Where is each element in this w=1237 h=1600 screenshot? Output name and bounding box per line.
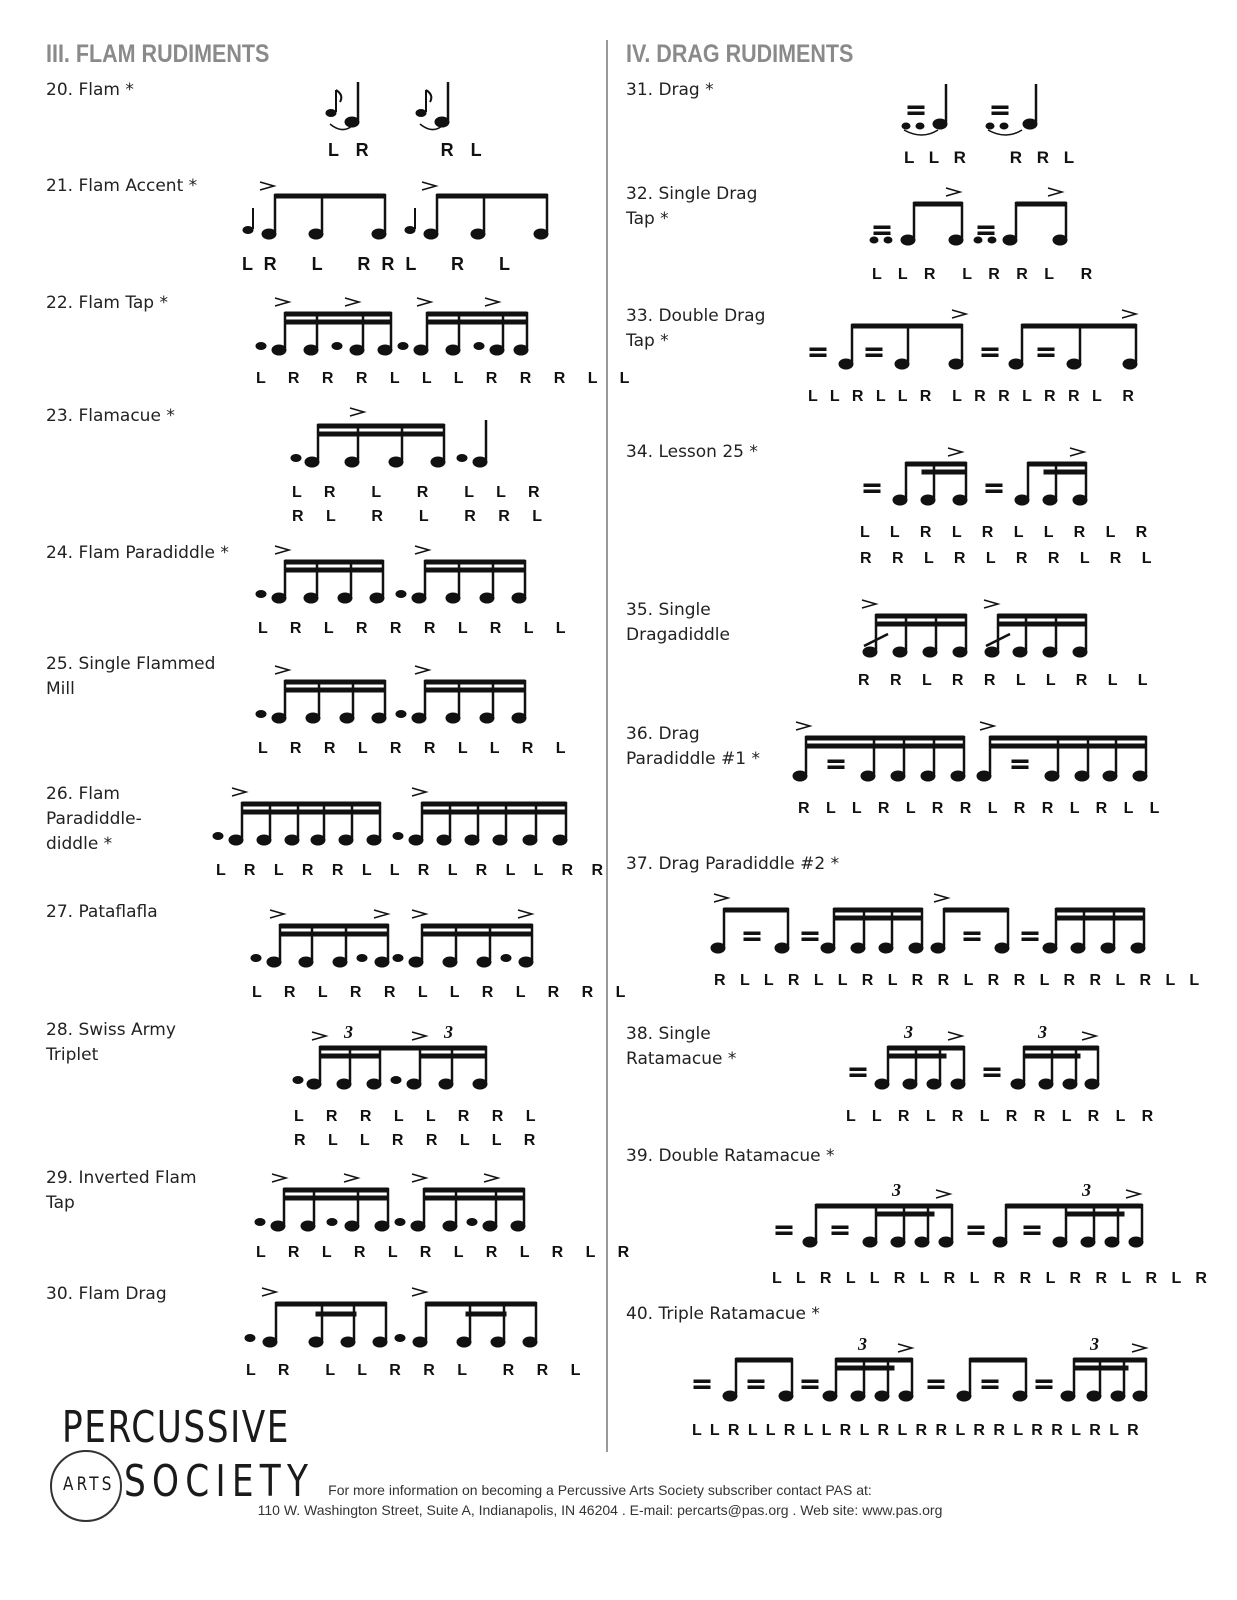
rudiment-33-sticking: L L R L L R L R R L R R L R: [808, 388, 1138, 405]
rudiment-25-sticking: L R R L R R L L R L: [258, 740, 575, 757]
rudiment-37-notation: [712, 892, 1148, 958]
rudiment-21-label: 21. Flam Accent *: [46, 176, 198, 196]
rudiment-29-notation: [252, 1172, 542, 1236]
drag-rudiments-heading: IV. DRAG RUDIMENTS: [626, 40, 854, 68]
logo-society: SOCIETY: [124, 1456, 315, 1507]
tuplet-3-g: 3: [858, 1334, 867, 1354]
tuplet-3-a: 3: [344, 1022, 353, 1042]
rudiment-32-label: 32. Single Drag Tap *: [626, 184, 758, 229]
rudiment-28-label: 28. Swiss Army Triplet: [46, 1020, 176, 1065]
rudiment-28-notation: [292, 1022, 492, 1096]
rudiment-27-sticking: L R L R R L L R L R R L: [252, 984, 635, 1001]
rudiment-31-label: 31. Drag *: [626, 80, 714, 100]
rudiment-35-label: 35. Single Dragadiddle: [626, 600, 730, 645]
rudiment-29-label: 29. Inverted Flam Tap: [46, 1168, 197, 1213]
rudiment-40-label: 40. Triple Ratamacue *: [626, 1304, 820, 1324]
rudiment-31-sticking: L L R R R L: [904, 148, 1080, 167]
tuplet-3-c: 3: [904, 1022, 913, 1042]
tuplet-3-e: 3: [892, 1180, 901, 1200]
rudiment-21-sticking: L R L R R L R L: [242, 254, 514, 274]
rudiment-23-sticking-2: R L R L R R L: [292, 508, 551, 525]
rudiment-34-notation: [858, 446, 1098, 512]
rudiment-24-sticking: L R L R R R L R L L: [258, 620, 575, 637]
tuplet-3-b: 3: [444, 1022, 453, 1042]
rudiment-38-label: 38. Single Ratamacue *: [626, 1024, 737, 1069]
rudiment-25-label: 25. Single Flammed Mill: [46, 654, 216, 699]
rudiment-23-notation: [290, 406, 500, 476]
rudiment-29-sticking: L R L R L R L R L R L R: [256, 1244, 639, 1261]
rudiment-22-sticking: L R R R L L L R R R L L: [256, 370, 639, 387]
rudiment-22-label: 22. Flam Tap *: [46, 293, 169, 313]
logo-arts: ARTS: [63, 1473, 115, 1495]
column-divider: [606, 40, 608, 1452]
rudiment-39-notation: [770, 1180, 1150, 1254]
rudiment-28-sticking-1: L R R L L R R L: [294, 1108, 545, 1125]
rudiment-35-sticking: R R L R R L L R L L: [858, 672, 1156, 689]
rudiment-34-sticking-1: L L R L R L L R L R: [860, 524, 1156, 541]
rudiment-30-notation: [242, 1286, 542, 1352]
rudiment-22-notation: [255, 296, 535, 360]
rudiment-30-sticking: L R L L R R L R R L: [246, 1362, 590, 1379]
rudiment-32-sticking: L L R L R R L R: [872, 266, 1099, 283]
rudiment-21-notation: [240, 178, 550, 248]
rudiment-35-notation: [858, 598, 1098, 662]
rudiment-40-sticking: L L R L L R L L R L R L R R L R R L R R L R L R: [692, 1422, 1141, 1439]
rudiment-40-notation: [690, 1334, 1150, 1408]
rudiment-31-notation: [900, 82, 1050, 142]
rudiment-24-label: 24. Flam Paradiddle *: [46, 543, 229, 563]
rudiment-25-notation: [255, 664, 535, 728]
rudiment-36-label: 36. Drag Paradiddle #1 *: [626, 724, 760, 769]
rudiment-32-notation: [868, 186, 1078, 250]
rudiment-33-notation: [804, 308, 1144, 378]
tuplet-3-f: 3: [1082, 1180, 1091, 1200]
rudiment-28-sticking-2: R L L R R L L R: [294, 1132, 545, 1149]
footer-line-1: For more information on becoming a Percussive Arts Society subscriber contact PAS at:: [328, 1482, 872, 1498]
rudiment-27-label: 27. Pataflafla: [46, 902, 158, 922]
rudiment-26-sticking: L R L R R L L R L R L L R R: [216, 862, 611, 879]
rudiment-36-sticking: R L L R L R R L R R L R L L: [798, 800, 1166, 817]
rudiment-34-label: 34. Lesson 25 *: [626, 442, 758, 462]
rudiment-20-sticking: L R R L: [328, 140, 488, 160]
rudiment-27-notation: [250, 908, 540, 972]
rudiment-33-label: 33. Double Drag Tap *: [626, 306, 766, 351]
tuplet-3-h: 3: [1090, 1334, 1099, 1354]
rudiment-34-sticking-2: R R L R L R R L R L: [860, 550, 1160, 567]
rudiment-20-label: 20. Flam *: [46, 80, 134, 100]
flam-rudiments-heading: III. FLAM RUDIMENTS: [46, 40, 270, 68]
rudiment-39-label: 39. Double Ratamacue *: [626, 1146, 835, 1166]
rudiment-38-sticking: L L R L R L R R L R L R: [846, 1108, 1160, 1125]
rudiment-30-label: 30. Flam Drag: [46, 1284, 167, 1304]
rudiment-23-label: 23. Flamacue *: [46, 406, 175, 426]
tuplet-3-d: 3: [1038, 1022, 1047, 1042]
footer-line-2: 110 W. Washington Street, Suite A, Indianapolis, IN 46204 . E-mail: percarts@pas.org . Web site: www.pas.org: [257, 1502, 943, 1518]
rudiment-38-notation: [844, 1022, 1104, 1096]
rudiment-24-notation: [255, 544, 535, 608]
rudiment-39-sticking: L L R L L R L R L R R L R R L R L R: [772, 1270, 1212, 1287]
rudiment-37-label: 37. Drag Paradiddle #2 *: [626, 854, 840, 874]
logo-percussive: PERCUSSIVE: [62, 1402, 291, 1453]
rudiment-26-notation: [212, 786, 572, 850]
rudiment-23-sticking-1: L R L R L L R: [292, 484, 549, 501]
rudiment-36-notation: [794, 720, 1154, 786]
rudiment-37-sticking: R L L R L L R L R R L R R L R R L R L L: [714, 972, 1205, 989]
rudiment-20-notation: [320, 80, 460, 140]
rudiment-26-label: 26. Flam Paradiddle-diddle *: [46, 784, 142, 854]
